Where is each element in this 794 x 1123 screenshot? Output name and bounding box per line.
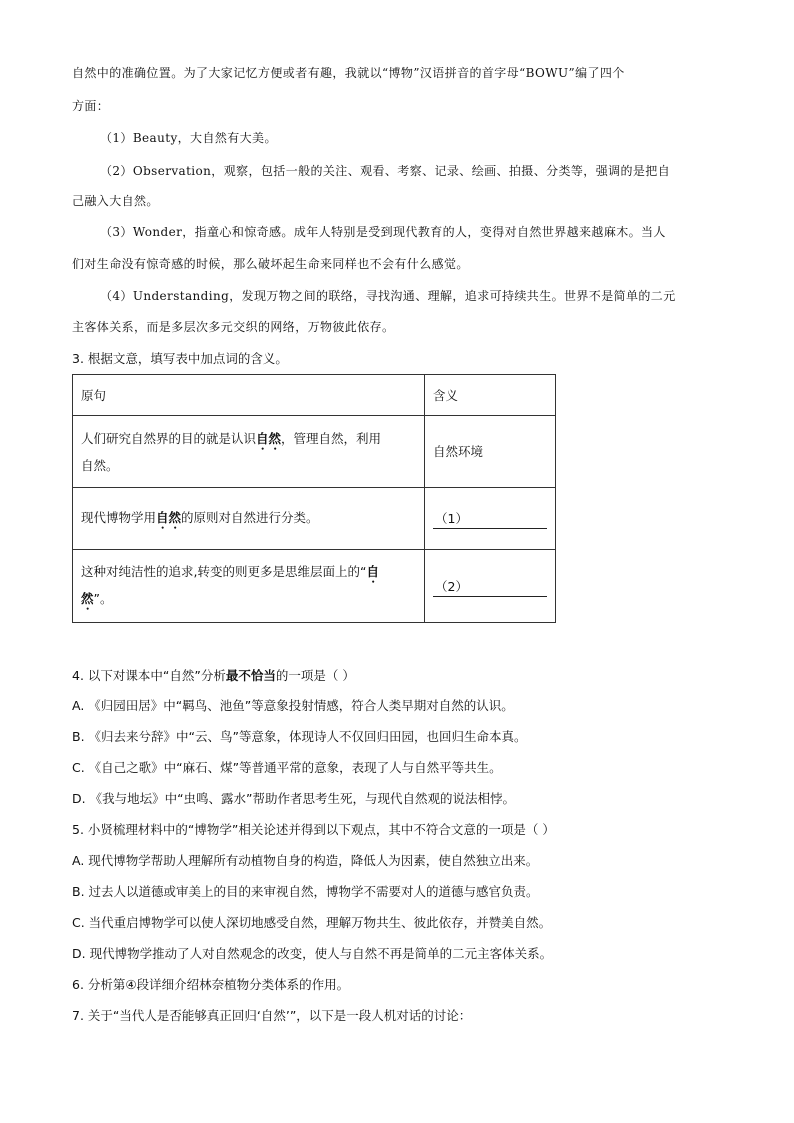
table-row (73, 550, 556, 623)
original-sentence-cell: 这种对纯洁性的追求,转变的则更多是思维层面上的“自 然”。 (73, 550, 425, 623)
table-header-row (73, 375, 556, 416)
passage-line: 方面： (72, 99, 110, 113)
question-6-stem: 6. 分析第④段详细介绍林奈植物分类体系的作用。 (72, 977, 350, 992)
passage-line: 主客体关系，而是多层次多元交织的网络，万物彼此依存。 (72, 320, 395, 334)
original-sentence-cell: 现代博物学用自然的原则对自然进行分类。 (73, 488, 425, 550)
option-d[interactable]: D. 现代博物学推动了人对自然观念的改变，使人与自然不再是简单的二元主客体关系。 (72, 946, 553, 961)
passage-line: 自然中的准确位置。为了大家记忆方便或者有趣，我就以“博物”汉语拼音的首字母“BOWU”编了四个 (72, 66, 625, 80)
emphasis-text: 最不恰当 (225, 668, 276, 683)
question-4-stem: 4. 以下对课本中“自然”分析最不恰当的一项是（ ） (72, 668, 355, 683)
table-row (73, 416, 556, 488)
question-7-stem: 7. 关于“当代人是否能够真正回归‘自然’”，以下是一段人机对话的讨论： (72, 1008, 472, 1023)
option-b[interactable]: B. 《归去来兮辞》中“云、鸟”等意象，体现诗人不仅回归田园，也回归生命本真。 (72, 729, 527, 744)
question-3-stem: 3. 根据文意，填写表中加点词的含义。 (72, 351, 288, 366)
answer-blank-1[interactable]: （1） (425, 488, 556, 550)
passage-item-observation: （2）Observation，观察，包括一般的关注、观看、考察、记录、绘画、拍摄、分类等，强调的是把自 (100, 164, 671, 178)
option-c[interactable]: C. 《自己之歌》中“麻石、煤”等普通平常的意象，表现了人与自然平等共生。 (72, 760, 502, 775)
option-b[interactable]: B. 过去人以道德或审美上的目的来审视自然，博物学不需要对人的道德与感官负责。 (72, 884, 539, 899)
header-original-sentence: 原句 (73, 375, 425, 416)
question-5-stem: 5. 小贤梳理材料中的“博物学”相关论述并得到以下观点，其中不符合文意的一项是（ ） (72, 822, 555, 837)
answer-blank-2[interactable]: （2） (425, 550, 556, 623)
table-row (73, 488, 556, 550)
dotted-word: 自然 (256, 430, 282, 446)
meaning-cell: 自然环境 (425, 416, 556, 488)
dotted-word: 自 (366, 564, 379, 579)
option-a[interactable]: A. 现代博物学帮助人理解所有动植物自身的构造，降低人为因素，使自然独立出来。 (72, 853, 539, 868)
meaning-table (72, 374, 556, 623)
original-sentence-cell: 人们研究自然界的目的就是认识自然，管理自然，利用 自然。 (73, 416, 425, 488)
passage-item-beauty: （1）Beauty，大自然有大美。 (100, 131, 277, 145)
dotted-word: 然 (81, 591, 94, 606)
passage-item-wonder: （3）Wonder，指童心和惊奇感。成年人特别是受到现代教育的人，变得对自然世界越来越麻木。当人 (100, 225, 666, 239)
option-d[interactable]: D. 《我与地坛》中“虫鸣、露水”帮助作者思考生死，与现代自然观的说法相悖。 (72, 791, 516, 806)
dotted-word: 自然 (156, 510, 182, 525)
option-c[interactable]: C. 当代重启博物学可以使人深切地感受自然，理解万物共生、彼此依存，并赞美自然。 (72, 915, 552, 930)
header-meaning: 含义 (425, 375, 556, 416)
passage-line: 己融入大自然。 (72, 194, 159, 208)
option-a[interactable]: A. 《归园田居》中“羁鸟、池鱼”等意象投射情感，符合人类早期对自然的认识。 (72, 698, 514, 713)
passage-line: 们对生命没有惊奇感的时候，那么破坏起生命来同样也不会有什么感觉。 (72, 257, 469, 271)
passage-item-understanding: （4）Understanding，发现万物之间的联络，寻找沟通、理解，追求可持续共生。世界不是简单的二元 (100, 289, 676, 303)
